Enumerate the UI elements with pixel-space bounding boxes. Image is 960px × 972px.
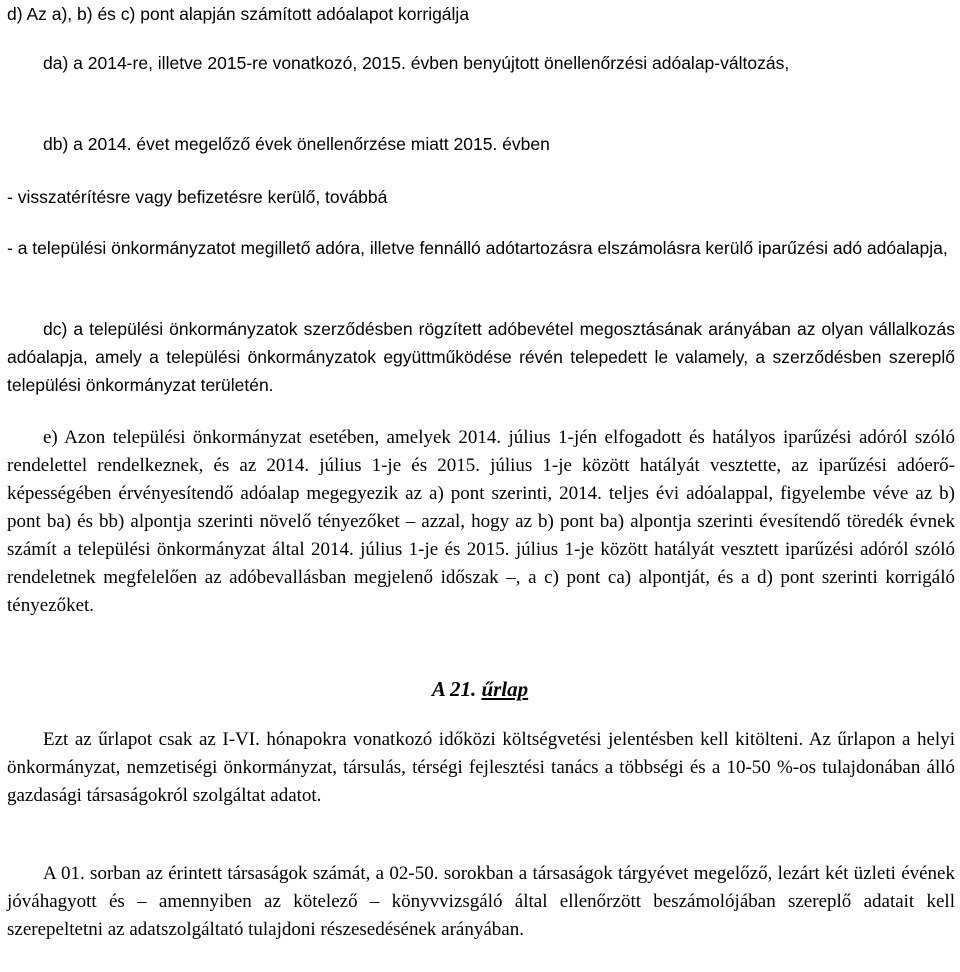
paragraph-dc: dc) a települési önkormányzatok szerződésben rögzített adóbevétel megosztásának arányában az olyan vállalkozás adóalapja, amely a települési önkormányzatok együttműködése révén telepedett le valamely, a szerződésben szereplő települési önkormányzat területén. xyxy=(7,319,955,395)
paragraph-row-instructions: A 01. sorban az érintett társaságok számát, a 02-50. sorokban a társaságok tárgyévet megelőző, lezárt két üzleti évének jóváhagyott és – amennyiben az kötelező – könyvvizsgáló által ellenőrzött beszámolójában szereplő adatait kell szerepeltetni az adatszolgáltató tulajdoni részesedésének arányában. xyxy=(7,863,955,940)
paragraph-db-item-1: - visszatérítésre vagy befizetésre kerülő, továbbá xyxy=(7,187,388,207)
paragraph-form-21-intro: Ezt az űrlapot csak az I-VI. hónapokra vonatkozó időközi költségvetési jelentésben kell kitölteni. Az űrlapon a helyi önkormányzat, nemzetiségi önkormányzat, társulás, térségi fejlesztési tanács a többségi és a 10-50 %-os tulajdonában álló gazdasági társaságokról szolgáltat adatot. xyxy=(7,729,955,806)
paragraph-da: da) a 2014-re, illetve 2015-re vonatkozó, 2015. évben benyújtott önellenőrzési adóalap-változás, xyxy=(43,53,790,73)
section-title-underlined: űrlap xyxy=(481,677,529,701)
section-title xyxy=(0,675,960,703)
section-title-prefix: A 21. xyxy=(431,677,482,701)
paragraph-e: e) Azon települési önkormányzat esetében, amelyek 2014. július 1-jén elfogadott és hatályos iparűzési adóról szóló rendelettel rendelkeznek, és az 2014. július 1-je és 2015. július 1-je között hatályát vesztette, az iparűzési adóerő-képességében érvényesítendő adóalap megegyezik az a) pont szerinti, 2014. teljes évi adóalappal, figyelembe véve az b) pont ba) és bb) alpontja szerinti növelő tényezőket – azzal, hogy az b) pont ba) alpontja szerinti évesítendő töredék évnek számít a települési önkormányzat által 2014. július 1-je és 2015. július 1-je között hatályát vesztett iparűzési adóról szóló rendeletnek megfelelően az adóbevallásban megjelenő időszak –, a c) pont ca) alpontját, és a d) pont szerinti korrigáló tényezőket. xyxy=(7,427,955,616)
paragraph-d-intro: d) Az a), b) és c) pont alapján számított adóalapot korrigálja xyxy=(7,4,470,24)
paragraph-db: db) a 2014. évet megelőző évek önellenőrzése miatt 2015. évben xyxy=(43,134,550,154)
paragraph-db-item-2: - a települési önkormányzatot megillető adóra, illetve fennálló adótartozásra elszámolásra kerülő iparűzési adó adóalapja, xyxy=(7,238,948,258)
